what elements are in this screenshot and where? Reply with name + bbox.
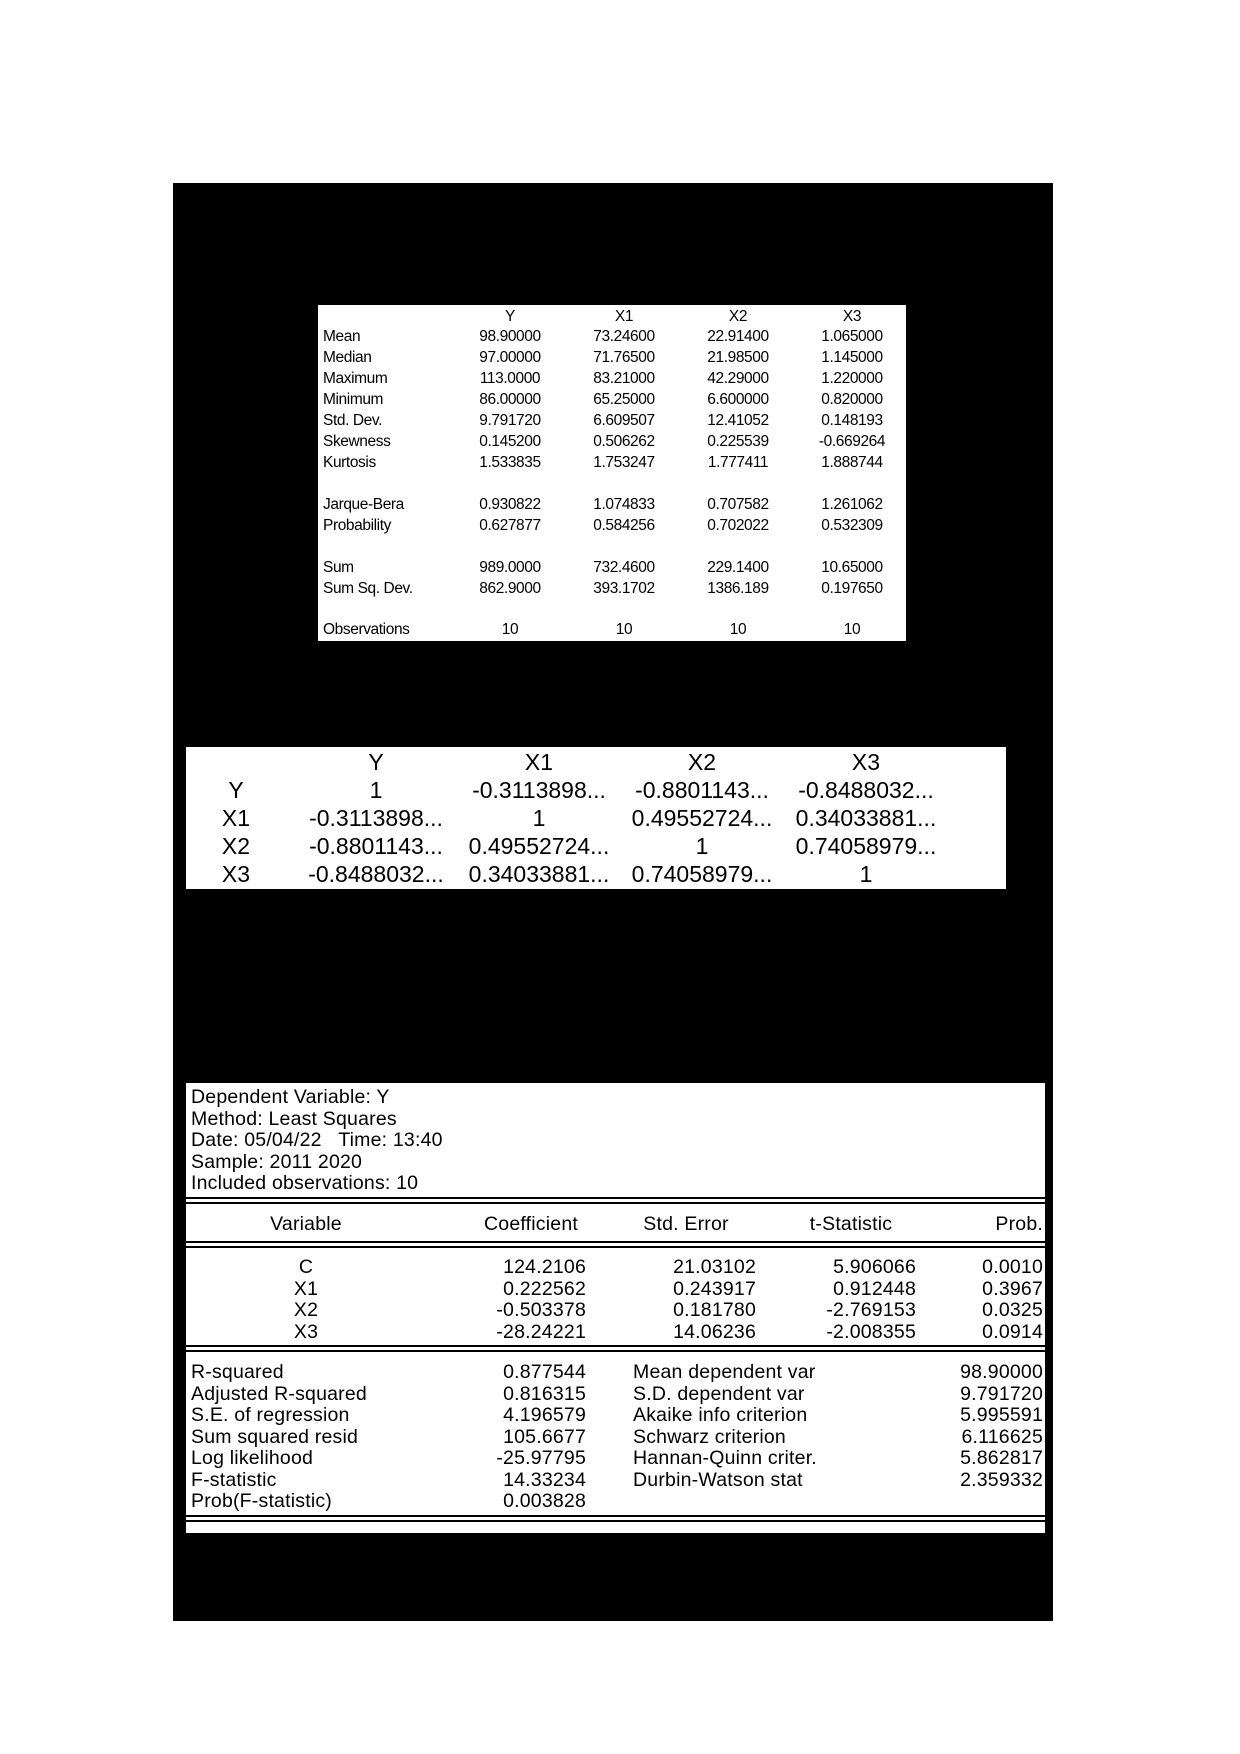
double-rule <box>186 1197 1045 1204</box>
cell: 73.24600 <box>593 328 655 345</box>
cell: 862.9000 <box>479 580 541 597</box>
column-header: X2 <box>728 308 748 325</box>
cell: 1.065000 <box>821 328 883 345</box>
cell: 0.74058979... <box>795 833 937 859</box>
row-label: Maximum <box>323 370 388 387</box>
cell: 1 <box>859 861 873 887</box>
stat-value: 105.6677 <box>503 1425 586 1448</box>
stat-value: 5.862817 <box>960 1447 1043 1469</box>
observations-line: Included observations: 10 <box>191 1172 419 1194</box>
cell: 1 <box>695 833 709 859</box>
stat-label: Akaike info criterion <box>633 1404 808 1426</box>
stat-label: Adjusted R-squared <box>191 1382 367 1405</box>
cell: 989.0000 <box>479 559 541 576</box>
cell: -0.8488032... <box>308 861 444 887</box>
cell: 10 <box>843 621 861 638</box>
stat-label: Log likelihood <box>191 1447 314 1469</box>
cell: 6.600000 <box>707 391 769 408</box>
table-row <box>186 1321 1045 1343</box>
double-rule <box>186 1515 1045 1522</box>
std-error: 21.03102 <box>673 1256 756 1278</box>
probability: 0.0325 <box>982 1299 1043 1321</box>
sample-line: Sample: 2011 2020 <box>191 1150 363 1173</box>
cell: -0.669264 <box>818 433 886 450</box>
cell: 732.4600 <box>593 559 655 576</box>
double-rule <box>186 1241 1045 1248</box>
stat-label: Prob(F-statistic) <box>191 1490 332 1512</box>
cell: 1 <box>532 805 546 831</box>
row-label: Std. Dev. <box>323 412 382 429</box>
cell: 83.21000 <box>593 370 655 387</box>
cell: 1.074833 <box>593 496 655 513</box>
cell: 0.49552724... <box>468 833 610 859</box>
cell: -0.3113898... <box>309 805 443 831</box>
cell: 1386.189 <box>707 580 769 597</box>
column-header: Prob. <box>995 1213 1043 1235</box>
cell: 10 <box>615 621 633 638</box>
table-row <box>318 496 906 517</box>
column-header: Variable <box>270 1213 342 1235</box>
descriptive-stats-table <box>318 305 906 641</box>
cell: 0.584256 <box>593 517 655 534</box>
table-row <box>318 433 906 454</box>
cell: 0.34033881... <box>468 861 610 887</box>
coefficient: 124.2106 <box>503 1256 586 1278</box>
table-row <box>186 1299 1045 1321</box>
stat-label: S.E. of regression <box>191 1404 350 1426</box>
column-header: Std. Error <box>643 1213 729 1235</box>
stat-value: 5.995591 <box>960 1404 1043 1426</box>
row-label: Kurtosis <box>323 454 376 471</box>
stat-label: R-squared <box>191 1361 284 1383</box>
table-row <box>318 370 906 391</box>
stats-row <box>186 1490 1045 1512</box>
cell: 113.0000 <box>479 370 541 387</box>
table-row <box>318 454 906 475</box>
table-row <box>318 412 906 433</box>
stat-label: Hannan-Quinn criter. <box>633 1447 817 1469</box>
cell: -0.8488032... <box>798 777 934 803</box>
cell: 98.90000 <box>479 328 541 345</box>
table-row <box>318 517 906 538</box>
stats-row <box>186 1404 1045 1426</box>
stats-row <box>186 1469 1045 1491</box>
cell: -0.8801143... <box>309 833 443 859</box>
row-label: Mean <box>323 328 361 345</box>
cell: 1.777411 <box>707 454 769 471</box>
cell: 0.506262 <box>593 433 655 450</box>
row-label: Y <box>228 777 244 803</box>
column-header: Y <box>505 308 515 325</box>
table-row <box>318 621 906 642</box>
cell: 10.65000 <box>821 559 883 576</box>
table-row <box>186 833 1006 861</box>
cell: 86.00000 <box>479 391 541 408</box>
table-row <box>318 391 906 412</box>
stat-value: 98.90000 <box>960 1361 1043 1383</box>
cell: 229.1400 <box>707 559 769 576</box>
stat-label: Durbin-Watson stat <box>633 1468 803 1491</box>
t-statistic: 0.912448 <box>833 1277 916 1300</box>
cell: 6.609507 <box>593 412 655 429</box>
stat-label: Mean dependent var <box>633 1361 816 1383</box>
cell: 0.702022 <box>707 517 769 534</box>
column-header: X3 <box>851 749 881 775</box>
header-row <box>186 749 1006 777</box>
column-header-row <box>186 1213 1045 1235</box>
stats-row <box>186 1447 1045 1469</box>
stat-label: S.D. dependent var <box>633 1382 805 1405</box>
t-statistic: -2.008355 <box>826 1320 916 1343</box>
row-label: Skewness <box>323 433 391 450</box>
cell: 9.791720 <box>479 412 541 429</box>
table-row <box>318 580 906 601</box>
cell: 1.145000 <box>821 349 883 366</box>
column-header: Y <box>368 749 384 775</box>
method-line: Method: Least Squares <box>191 1107 397 1130</box>
cell: 21.98500 <box>707 349 769 366</box>
t-statistic: -2.769153 <box>826 1299 916 1321</box>
coefficient: -28.24221 <box>496 1320 586 1343</box>
row-label: X2 <box>221 833 251 859</box>
cell: 0.145200 <box>479 433 541 450</box>
stats-row <box>186 1426 1045 1448</box>
std-error: 14.06236 <box>673 1320 756 1343</box>
cell: 71.76500 <box>593 349 655 366</box>
column-header: t-Statistic <box>809 1213 893 1235</box>
t-statistic: 5.906066 <box>833 1256 916 1278</box>
date-time-line: Date: 05/04/22 Time: 13:40 <box>191 1129 443 1151</box>
table-row <box>186 1256 1045 1278</box>
table-row <box>186 861 1006 889</box>
cell: 1.888744 <box>821 454 883 471</box>
stats-row <box>186 1383 1045 1405</box>
probability: 0.0914 <box>982 1320 1043 1343</box>
cell: 0.74058979... <box>631 861 773 887</box>
cell: 0.532309 <box>821 517 883 534</box>
cell: 1.753247 <box>593 454 655 471</box>
cell: 65.25000 <box>593 391 655 408</box>
cell: 12.41052 <box>707 412 769 429</box>
cell: 42.29000 <box>707 370 769 387</box>
probability: 0.3967 <box>982 1277 1043 1300</box>
cell: 1.533835 <box>479 454 541 471</box>
column-header: X1 <box>524 749 554 775</box>
cell: 0.49552724... <box>631 805 773 831</box>
column-header: X1 <box>614 308 634 325</box>
variable-name: X1 <box>293 1277 319 1300</box>
stat-value: 0.816315 <box>503 1382 586 1405</box>
table-row <box>186 1278 1045 1300</box>
row-label: Jarque-Bera <box>323 496 404 513</box>
cell: 0.34033881... <box>795 805 937 831</box>
row-label: X1 <box>221 805 251 831</box>
cell: -0.8801143... <box>635 777 769 803</box>
row-label: X3 <box>221 861 251 887</box>
table-row <box>318 349 906 370</box>
table-row <box>186 805 1006 833</box>
cell: 0.197650 <box>821 580 883 597</box>
cell: 0.930822 <box>479 496 541 513</box>
stat-value: 2.359332 <box>960 1468 1043 1491</box>
row-label: Sum Sq. Dev. <box>323 580 413 597</box>
stat-value: 14.33234 <box>503 1468 586 1491</box>
stat-value: 9.791720 <box>960 1382 1043 1405</box>
cell: 1 <box>369 777 383 803</box>
coefficient: 0.222562 <box>503 1277 586 1300</box>
correlation-matrix-table <box>186 747 1006 889</box>
stats-row <box>186 1361 1045 1383</box>
stat-label: F-statistic <box>191 1468 277 1491</box>
variable-name: X2 <box>293 1299 319 1321</box>
dependent-variable-line: Dependent Variable: Y <box>191 1086 390 1108</box>
column-header: X3 <box>842 308 862 325</box>
cell: 1.261062 <box>821 496 883 513</box>
table-row <box>318 559 906 580</box>
stat-value: 0.877544 <box>503 1361 586 1383</box>
std-error: 0.243917 <box>673 1277 756 1300</box>
stat-label: Schwarz criterion <box>633 1425 786 1448</box>
cell: 0.627877 <box>479 517 541 534</box>
stat-value: 6.116625 <box>961 1425 1043 1448</box>
table-row <box>318 328 906 349</box>
cell: 0.820000 <box>821 391 883 408</box>
stat-value: -25.97795 <box>496 1447 586 1469</box>
cell: -0.3113898... <box>472 777 606 803</box>
variable-name: C <box>298 1256 314 1278</box>
cell: 10 <box>729 621 747 638</box>
stat-value: 4.196579 <box>503 1404 586 1426</box>
row-label: Sum <box>323 559 354 576</box>
cell: 0.148193 <box>821 412 883 429</box>
cell: 22.91400 <box>707 328 769 345</box>
table-row <box>186 777 1006 805</box>
column-header: Coefficient <box>484 1213 578 1235</box>
row-label: Observations <box>323 621 410 638</box>
cell: 1.220000 <box>821 370 883 387</box>
regression-output-table <box>186 1083 1045 1533</box>
stat-value: 0.003828 <box>503 1490 586 1512</box>
cell: 0.225539 <box>707 433 769 450</box>
cell: 10 <box>501 621 519 638</box>
cell: 97.00000 <box>479 349 541 366</box>
double-rule <box>186 1345 1045 1352</box>
row-label: Probability <box>323 517 391 534</box>
cell: 393.1702 <box>593 580 655 597</box>
stat-label: Sum squared resid <box>191 1425 359 1448</box>
column-header: X2 <box>687 749 717 775</box>
cell: 0.707582 <box>707 496 769 513</box>
probability: 0.0010 <box>982 1256 1043 1278</box>
coefficient: -0.503378 <box>496 1299 586 1321</box>
row-label: Minimum <box>323 391 384 408</box>
std-error: 0.181780 <box>673 1299 756 1321</box>
variable-name: X3 <box>293 1320 319 1343</box>
row-label: Median <box>323 349 372 366</box>
